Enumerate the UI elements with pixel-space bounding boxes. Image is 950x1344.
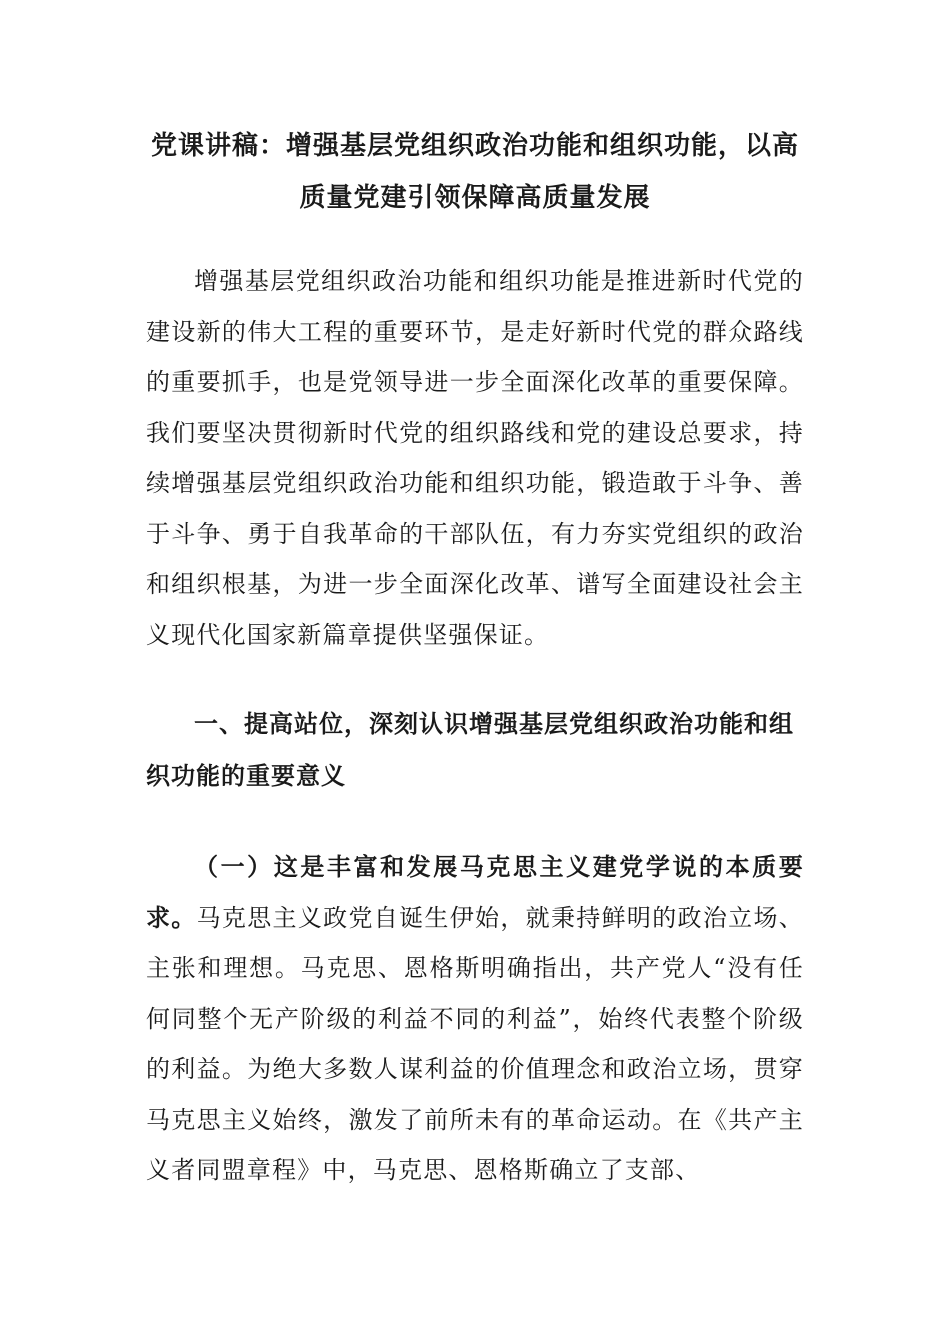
subsection-1-lead: （一）这是丰富和发展马克思主义建党学说的本质要求。 (146, 853, 804, 932)
section-1-heading: 一、提高站位，深刻认识增强基层党组织政治功能和组织功能的重要意义 (146, 710, 794, 790)
document-page (146, 120, 804, 1196)
intro-paragraph: 增强基层党组织政治功能和组织功能是推进新时代党的建设新的伟大工程的重要环节，是走好新时代党的群众路线的重要抓手，也是党领导进一步全面深化改革的重要保障。我们要坚决贯彻新时代党的组织路线和党的建设总要求，持续增强基层党组织政治功能和组织功能，锻造敢于斗争、善于斗争、勇于自我革命的干部队伍，有力夯实党组织的政治和组织根基，为进一步全面深化改革、谱写全面建设社会主义现代化国家新篇章提供坚强保证。 (146, 267, 804, 649)
subsection-1-body: 马克思主义政党自诞生伊始，就秉持鲜明的政治立场、主张和理想。马克思、恩格斯明确指出，共产党人“没有任何同整个无产阶级的利益不同的利益”，始终代表整个阶级的利益。为绝大多数人谋利益的价值理念和政治立场，贯穿马克思主义始终，激发了前所未有的革命运动。在《共产主义者同盟章程》中，马克思、恩格斯确立了支部、 (146, 903, 804, 1184)
document-title: 党课讲稿：增强基层党组织政治功能和组织功能，以高质量党建引领保障高质量发展 (150, 131, 799, 213)
subsection-1-paragraph (146, 842, 804, 1196)
